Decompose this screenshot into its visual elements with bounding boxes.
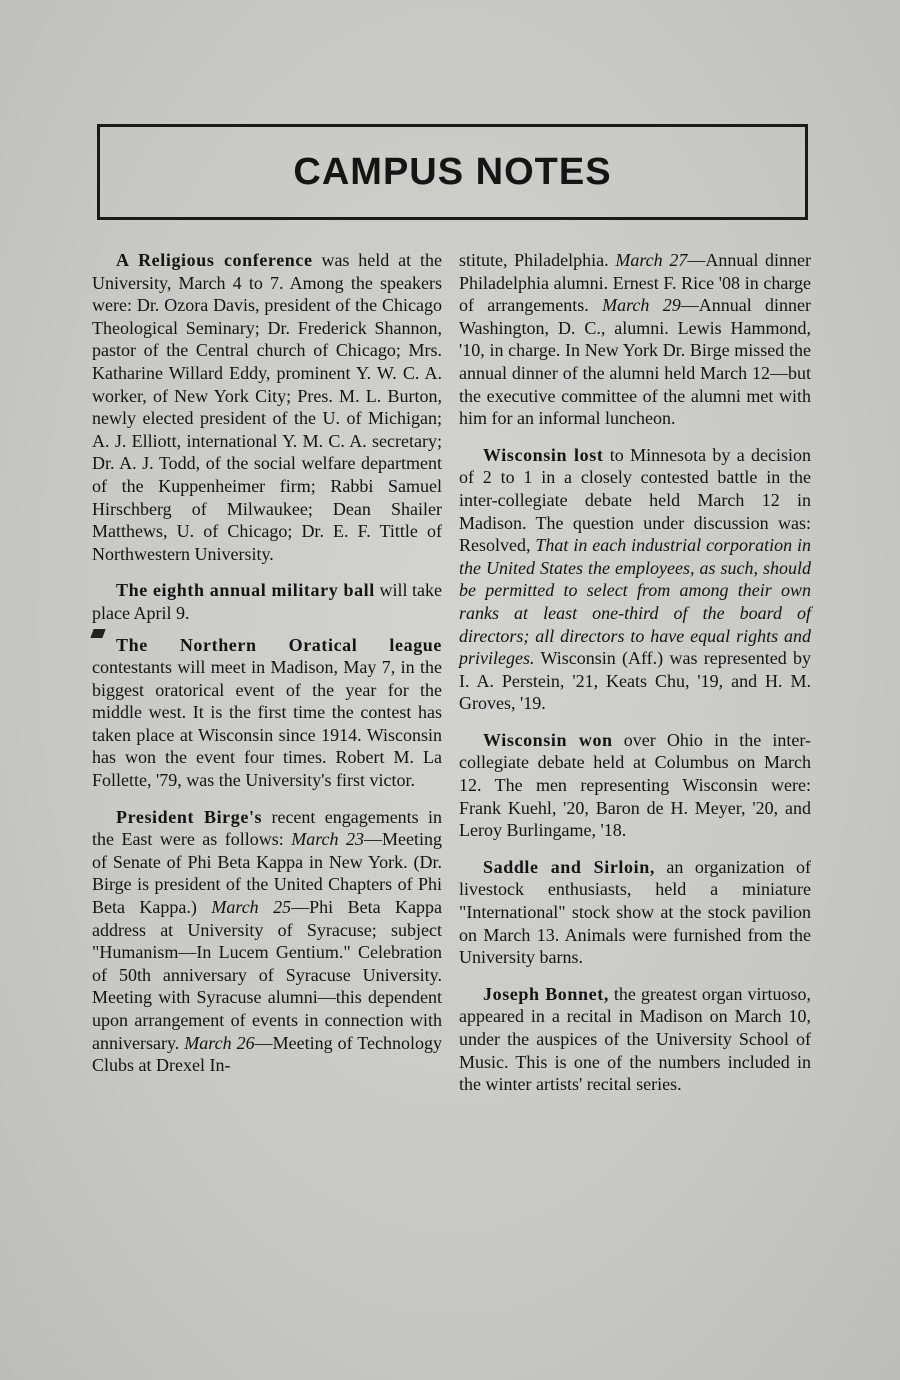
- military-ball-text: will take place April 9.: [92, 580, 442, 623]
- oratorical-league-text: contestants will meet in Madison, May 7, in the biggest oratorical event of the year for the middle west. It is the first time the contest has taken place at Wisconsin since 1914. Wisconsin has won the event four times. Robert M. La Follette, '79, was the University's first victor.: [92, 657, 442, 791]
- bonnet-recital-paragraph: [459, 983, 811, 1096]
- birge-engagements-lead: President Birge's: [116, 806, 263, 827]
- ohio-debate-paragraph: [459, 729, 811, 842]
- ohio-debate-lead: Wisconsin won: [483, 729, 613, 750]
- birge-date-2: March 25: [211, 897, 292, 918]
- military-ball-paragraph: [92, 579, 442, 624]
- birge-cont-date-2: March 29: [602, 295, 681, 316]
- birge-text-3: —Phi Beta Kappa address at University of Syracuse; subject "Humanism—In Lucem Gentium." Celebration of 50th anniversary of Syracuse University. Meeting with Syracuse alumni—this dependent upon arrangement of events in connection with anniversary.: [92, 897, 442, 1053]
- title-box: [97, 124, 808, 220]
- birge-text-2: —Meeting of Senate of Phi Beta Kappa in New York. (Dr. Birge is president of the United Chapters of Phi Beta Kappa.): [92, 829, 442, 918]
- birge-text-1: recent engagements in the East were as follows:: [92, 806, 442, 850]
- saddle-sirloin-text: an organization of livestock enthusiasts, held a miniature "International" stock show at the stock pavilion on March 13. Animals were furnished from the University barns.: [459, 856, 811, 968]
- birge-date-3: March 26: [184, 1032, 255, 1053]
- oratorical-league-paragraph: [92, 634, 442, 792]
- birge-date-1: March 23: [291, 829, 364, 850]
- religious-conference-paragraph: [92, 249, 442, 565]
- minnesota-debate-text-1: to Minnesota by a decision of 2 to 1 in a closely contested battle in the inter-collegiate debate held March 12 in Madison. The question under discussion was: Resolved,: [459, 444, 811, 556]
- oratorical-league-lead: The Northern Oratical league: [116, 634, 442, 655]
- bonnet-recital-lead: Joseph Bonnet,: [483, 983, 609, 1004]
- page-title: CAMPUS NOTES: [293, 150, 612, 193]
- military-ball-lead: The eighth annual military ball: [116, 580, 375, 601]
- religious-conference-text: was held at the University, March 4 to 7. Among the speakers were: Dr. Ozora Davis, president of the Chicago Theological Seminary; Dr. Frederick Shannon, pastor of the Central church of Chicago; Mrs. Katharine Willard Eddy, prominent Y. W. C. A. worker, of New York City; Pres. M. L. Burton, newly elected president of the U. of Michigan; A. J. Elliott, international Y. M. C. A. secretary; Dr. A. J. Todd, of the social welfare department of the Kuppenheimer firm; Rabbi Samuel Hirschberg of Milwaukee; Dean Shailer Matthews, U. of Chicago; Dr. E. F. Tittle of Northwestern University.: [92, 250, 443, 564]
- minnesota-debate-resolution: That in each industrial corporation in the United States the employees, as such, should be permitted to select from among their own ranks at least one-third of the board of directors; all directors to have equal rights and privileges.: [459, 535, 811, 669]
- minnesota-debate-lead: Wisconsin lost: [483, 444, 604, 465]
- left-column: [92, 249, 442, 1091]
- birge-text-4: —Meeting of Technology Clubs at Drexel In-: [92, 1032, 442, 1076]
- birge-continuation-paragraph: [459, 249, 811, 430]
- birge-cont-date-1: March 27: [615, 250, 688, 270]
- ohio-debate-text: over Ohio in the inter-collegiate debate held at Columbus on March 12. The men representing Wisconsin were: Frank Kuehl, '20, Baron de H. Meyer, '20, and Leroy Burlingame, '18.: [459, 729, 811, 841]
- right-column: [459, 249, 811, 1110]
- birge-engagements-paragraph: [92, 806, 442, 1077]
- birge-cont-text-2: —Annual dinner Philadelphia alumni. Ernest F. Rice '08 in charge of arrangements.: [459, 250, 811, 316]
- bonnet-recital-text: the greatest organ virtuoso, appeared in a recital in Madison on March 10, under the auspices of the University School of Music. This is one of the numbers included in the winter artists' recital series.: [459, 983, 811, 1095]
- minnesota-debate-paragraph: [459, 444, 811, 715]
- birge-cont-text-3: —Annual dinner Washington, D. C., alumni. Lewis Hammond, '10, in charge. In New York Dr. Birge missed the annual dinner of the alumni held March 12—but the executive committee of the alumni met with him for an informal luncheon.: [459, 295, 812, 429]
- saddle-sirloin-paragraph: [459, 856, 811, 969]
- minnesota-debate-text-2: Wisconsin (Aff.) was represented by I. A. Perstein, '21, Keats Chu, '19, and H. M. Groves, '19.: [459, 648, 811, 714]
- birge-cont-text-1: stitute, Philadelphia.: [459, 250, 616, 270]
- religious-conference-lead: A Religious conference: [116, 250, 313, 270]
- saddle-sirloin-lead: Saddle and Sirloin,: [483, 856, 655, 877]
